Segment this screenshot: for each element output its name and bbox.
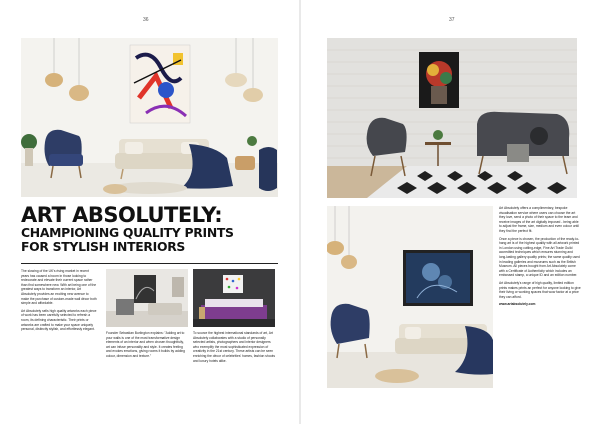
- left-page: [0, 0, 299, 424]
- brick-room-photo: [327, 38, 577, 198]
- headline-block: [21, 204, 283, 254]
- left-text-column-2: [106, 331, 188, 362]
- paragraph: Art Absolutely's range of high quality, limited edition prints makes prints an perfect for anyone looking to give their living or working spaces that wow factor at a price they can afford.: [499, 280, 581, 299]
- website-link[interactable]: www.artabsolutely.com: [499, 302, 536, 307]
- left-text-column-3: [193, 331, 275, 366]
- paragraph: Art Absolutely offers a complimentary, bespoke visualisation service where users can choose the art they love, send a photo of their space to the team and receive images of the art digitally imposed - being able to adjust the frame, size, medium and even colour until they find the perfect fit.: [499, 206, 579, 233]
- headline-rule: [21, 263, 278, 264]
- article-subtitle-line2: FOR STYLISH INTERIORS: [21, 239, 186, 254]
- left-text-column-1: [21, 269, 97, 335]
- right-text-column: [499, 206, 581, 310]
- paragraph: Art Absolutely sells high quality artworks each piece of work has been carefully selected to refresh a room, its defining characteristic. Their prints or artworks are crafted to make your space uniquely personal, distinctly stylish, and effortlessly elegant.: [21, 308, 97, 332]
- blue-print-room-photo: [327, 206, 493, 388]
- paragraph: The slowing of the UK's rising market in recent years has caused a boom in those looking to redecorate and elevate their current space rather than find somewhere new. With art being one of the greatest ways to transform an interior, Art Absolutely provides an exciting new avenue to make the purchase of custom-made wall décor both simple and affordable.: [21, 269, 97, 306]
- living-room-photo: [21, 38, 278, 197]
- right-page: [301, 0, 600, 424]
- quote-paragraph: Founder Sebastian Burlington explains: "Adding art to your walls is one of the most transformative design elements of an interior and when chosen thoughtfully, art can infuse personality and style. It creates feeling and evokes emotions, giving rooms it builds by adding colour, dimension and texture.": [106, 331, 185, 358]
- white-room-photo: [106, 269, 188, 327]
- bedroom-photo: [193, 269, 275, 327]
- paragraph: Once a piece is chosen, the production of the ready-to-hang art is of the highest quality with all artwork printed in London using cutting-edge, Fine Art Trade Guild accredited techniques which ensures stunning and long-lasting gallery quality prints; the same quality used in leading galleries and museums such as the British Museum. All pieces bought from Art Absolutely come with a Certificate of Authenticity which includes an embossed stamp, a unique ID and an edition number.: [499, 236, 580, 278]
- right-page-number: 37: [449, 17, 455, 23]
- article-subtitle-line1: CHAMPIONING QUALITY PRINTS: [21, 225, 234, 240]
- left-page-number: 36: [143, 17, 149, 23]
- article-title: ART ABSOLUTELY:: [21, 203, 223, 227]
- paragraph: To source the highest international standards of art, Art Absolutely collaborates with a studio of personally selected artists, photographers and interior designers who exemplify the most sophisticated expression of creativity in the 21st century. These artists can be seen enriching the décor of celebrities' homes, fashion shoots and luxury hotels alike.: [193, 331, 275, 363]
